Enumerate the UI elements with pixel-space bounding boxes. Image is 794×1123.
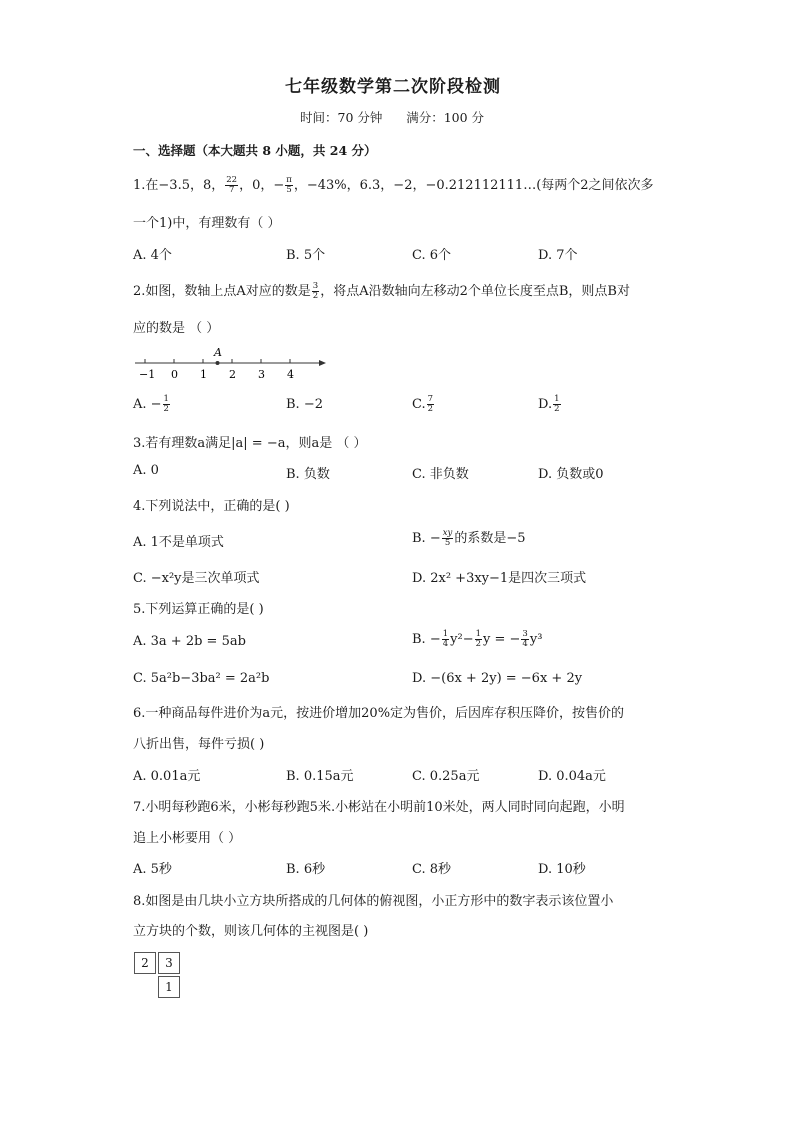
q4-option-c[interactable]: C. −x²y是三次单项式 xyxy=(133,571,260,586)
q4-option-a[interactable]: A. 1不是单项式 xyxy=(133,535,224,550)
q6-option-a[interactable]: A. 0.01a元 xyxy=(133,769,201,784)
fraction: $\frac{22}{7}$ xyxy=(226,175,238,195)
q5-option-c[interactable]: C. 5a²b−3ba² = 2a²b xyxy=(133,671,270,686)
question-2-line1: 2.如图，数轴上点A对应的数是 $\frac{3}{2}$ ，将点A沿数轴向左移动2个单位长度至点B，则点B对 xyxy=(133,281,630,301)
q5-option-d[interactable]: D. −(6x + 2y) = −6x + 2y xyxy=(412,671,583,686)
section-title: 一、选择题（本大题共 8 小题，共 24 分） xyxy=(133,143,377,158)
q3-option-d[interactable]: D. 负数或0 xyxy=(538,467,604,482)
q3-option-a[interactable]: A. 0 xyxy=(133,463,159,478)
question-6-line2: 八折出售，每件亏损( ) xyxy=(133,737,265,752)
fraction: $\frac{\pi}{5}$ xyxy=(286,175,292,195)
point-a-label: A xyxy=(214,346,222,359)
question-6-line1: 6.一种商品每件进价为a元，按进价增加20%定为售价，后因库存积压降价，按售价的 xyxy=(133,706,625,721)
tick-label: 0 xyxy=(171,368,178,381)
question-7-line1: 7.小明每秒跑6米，小彬每秒跑5米.小彬站在小明前10米处，两人同时同向起跑，小明 xyxy=(133,800,625,815)
question-1-line1: 1.在−3.5，8， $\frac{22}{7}$ ，0，− $\frac{\pi}{5}$ ，−43%，6.3，−2，−0.212112111…(每两个2之间依次多 xyxy=(133,175,654,195)
q1-option-c[interactable]: C. 6个 xyxy=(412,248,452,263)
q1-option-d[interactable]: D. 7个 xyxy=(538,248,578,263)
q3-option-b[interactable]: B. 负数 xyxy=(286,467,330,482)
top-view-grid xyxy=(134,952,182,1000)
q7-option-b[interactable]: B. 6秒 xyxy=(286,862,326,877)
q7-option-a[interactable]: A. 5秒 xyxy=(133,862,172,877)
q4-option-b[interactable]: B. − $\frac{xy}{5}$ 的系数是−5 xyxy=(412,528,526,548)
question-8-line1: 8.如图是由几块小立方块所搭成的几何体的俯视图，小正方形中的数字表示该位置小 xyxy=(133,894,614,909)
q6-option-c[interactable]: C. 0.25a元 xyxy=(412,769,480,784)
question-4: 4.下列说法中，正确的是( ) xyxy=(133,499,290,514)
grid-cell: 3 xyxy=(158,952,180,974)
fraction: $\frac{3}{2}$ xyxy=(312,281,319,301)
q4-option-d[interactable]: D. 2x² +3xy−1是四次三项式 xyxy=(412,571,587,586)
q2-option-c[interactable]: C. $\frac{7}{2}$ xyxy=(412,394,434,414)
tick-label: 1 xyxy=(200,368,207,381)
question-7-line2: 追上小彬要用（ ） xyxy=(133,831,242,846)
q3-option-c[interactable]: C. 非负数 xyxy=(412,467,469,482)
q5-option-b[interactable]: B. − $\frac{1}{4}$ y²− $\frac{1}{2}$ y = − $\frac{3}{4}$ y³ xyxy=(412,629,543,649)
number-line-figure xyxy=(130,344,330,384)
question-3: 3.若有理数a满足|a| = −a，则a是 （ ） xyxy=(133,436,367,451)
question-8-line2: 立方块的个数，则该几何体的主视图是( ) xyxy=(133,924,369,939)
question-2-line2: 应的数是 （ ） xyxy=(133,321,220,336)
q2-option-b[interactable]: B. −2 xyxy=(286,397,323,412)
q7-option-c[interactable]: C. 8秒 xyxy=(412,862,452,877)
q7-option-d[interactable]: D. 10秒 xyxy=(538,862,586,877)
q1-option-b[interactable]: B. 5个 xyxy=(286,248,326,263)
tick-label: −1 xyxy=(139,368,156,381)
exam-info: 时间：70 分钟 满分：100 分 xyxy=(300,110,485,125)
point-a xyxy=(216,361,220,365)
grid-cell: 1 xyxy=(158,976,180,998)
question-5: 5.下列运算正确的是( ) xyxy=(133,602,264,617)
q6-option-d[interactable]: D. 0.04a元 xyxy=(538,769,606,784)
q2-option-a[interactable]: A. − $\frac{1}{2}$ xyxy=(133,394,169,414)
tick-label: 4 xyxy=(287,368,294,381)
question-1-line2: 一个1)中，有理数有（ ） xyxy=(133,216,281,231)
q1-option-a[interactable]: A. 4个 xyxy=(133,248,172,263)
q2-option-d[interactable]: D. $\frac{1}{2}$ xyxy=(538,394,560,414)
tick-label: 3 xyxy=(258,368,265,381)
grid-cell: 2 xyxy=(134,952,156,974)
q6-option-b[interactable]: B. 0.15a元 xyxy=(286,769,354,784)
tick-label: 2 xyxy=(229,368,236,381)
q5-option-a[interactable]: A. 3a + 2b = 5ab xyxy=(133,634,246,649)
page-title: 七年级数学第二次阶段检测 xyxy=(285,77,501,97)
